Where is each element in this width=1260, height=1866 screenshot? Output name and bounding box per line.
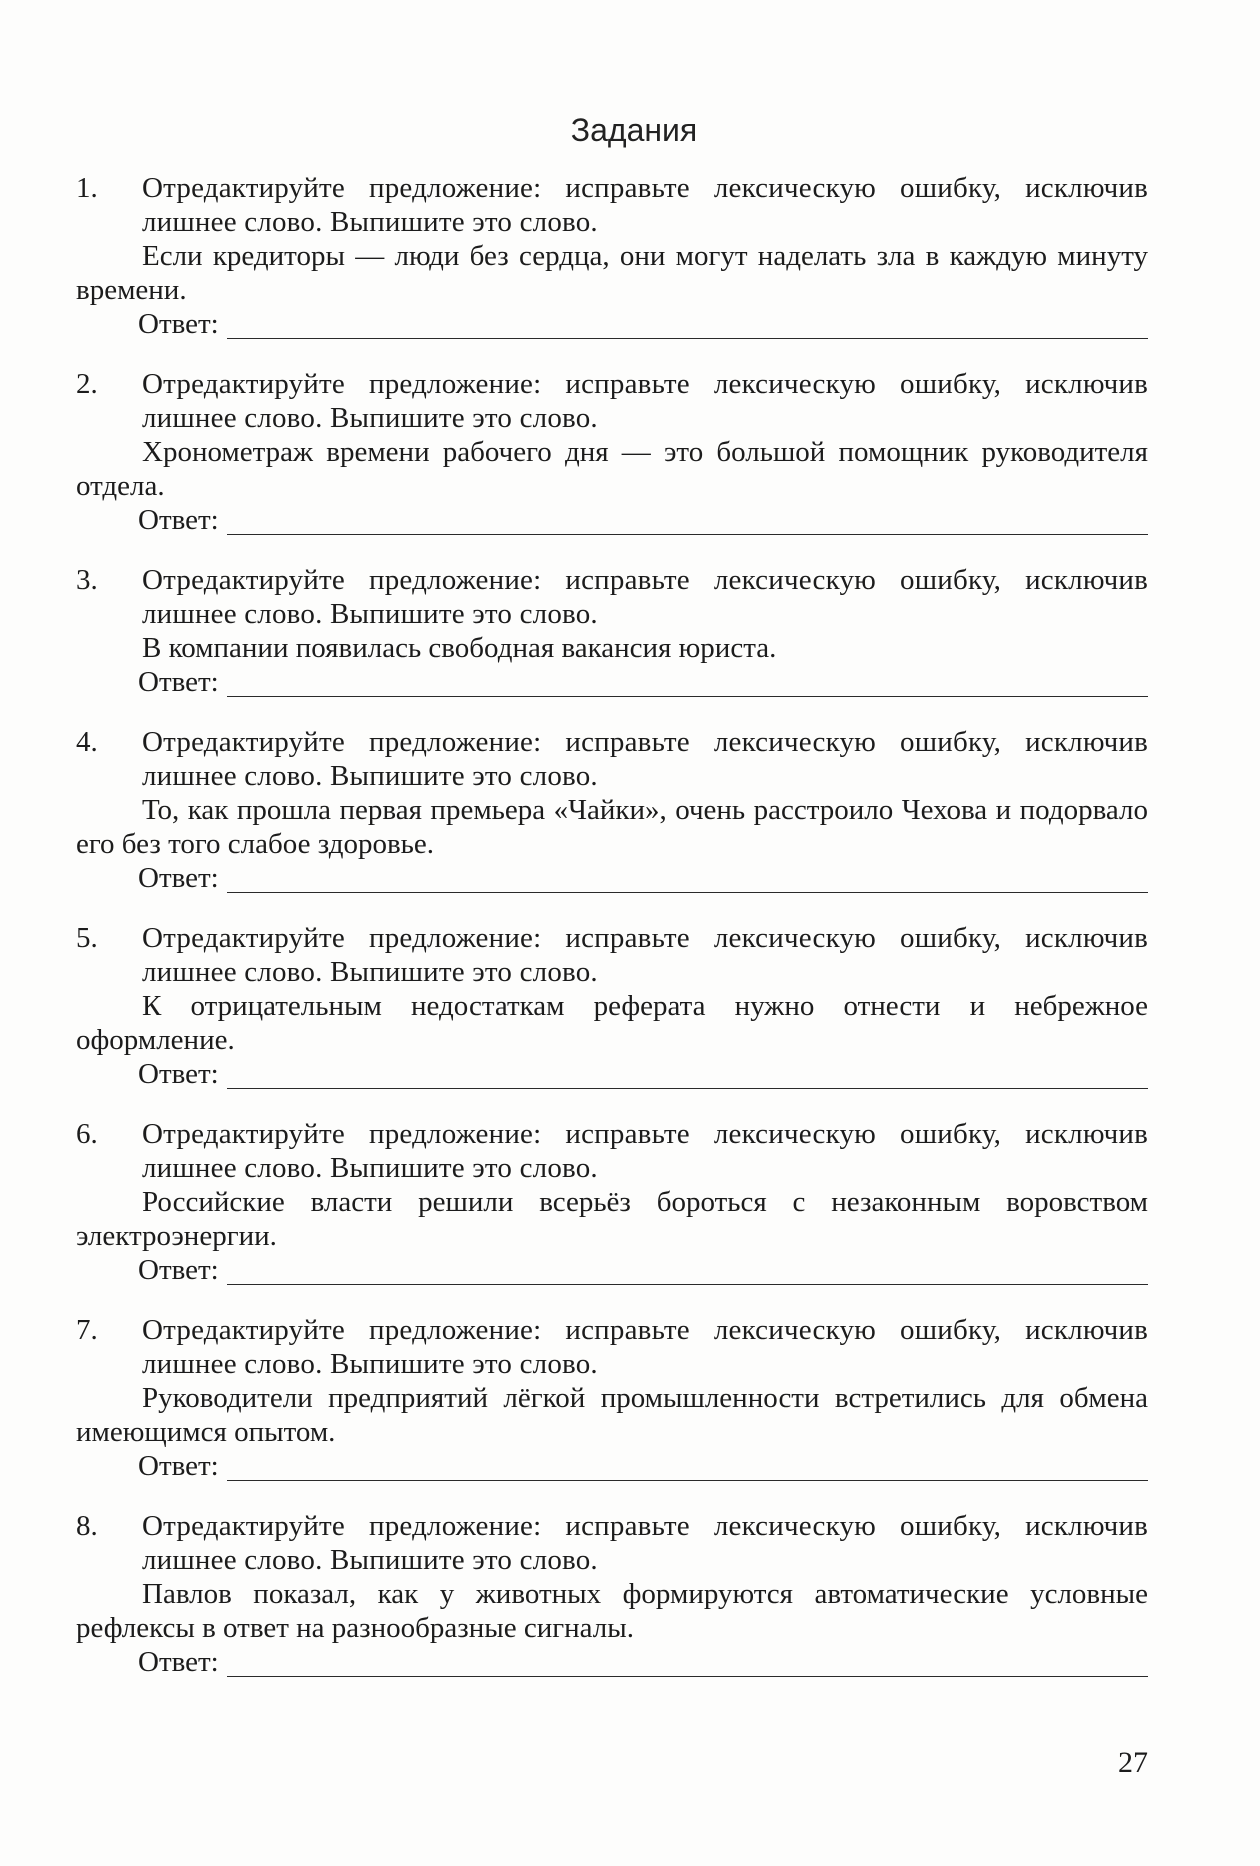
task-number: 8. — [76, 1510, 98, 1542]
answer-row — [76, 307, 1148, 341]
task-instruction: Отредактируйте предложение: исправьте лексическую ошибку, исключив лишнее слово. Выпишите это слово. — [142, 564, 1148, 630]
answer-label: Ответ: — [138, 1254, 219, 1286]
answer-line[interactable] — [227, 674, 1148, 697]
task-number: 1. — [76, 172, 98, 204]
task-sentence: То, как прошла первая премьера «Чайки», очень расстроило Чехова и подорвало его без того слабое здоровье. — [76, 794, 1148, 860]
task-item — [76, 171, 1148, 341]
task-instruction: Отредактируйте предложение: исправьте лексическую ошибку, исключив лишнее слово. Выпишите это слово. — [142, 1118, 1148, 1184]
task-instruction: Отредактируйте предложение: исправьте лексическую ошибку, исключив лишнее слово. Выпишите это слово. — [142, 726, 1148, 792]
answer-row — [76, 1253, 1148, 1287]
answer-line[interactable] — [227, 870, 1148, 893]
answer-row — [76, 1645, 1148, 1679]
task-sentence: Российские власти решили всерьёз бороться с незаконным воровством электроэнергии. — [76, 1186, 1148, 1252]
task-number: 3. — [76, 564, 98, 596]
task-instruction: Отредактируйте предложение: исправьте лексическую ошибку, исключив лишнее слово. Выпишите это слово. — [142, 1314, 1148, 1380]
answer-row — [76, 1057, 1148, 1091]
task-list — [76, 171, 1148, 1679]
answer-line[interactable] — [227, 1066, 1148, 1089]
task-number: 6. — [76, 1118, 98, 1150]
task-item — [76, 1313, 1148, 1483]
task-sentence: Если кредиторы — люди без сердца, они могут наделать зла в каждую минуту времени. — [76, 240, 1148, 306]
task-sentence: Павлов показал, как у животных формируются автоматические условные рефлексы в ответ на разнообразные сигналы. — [76, 1578, 1148, 1644]
answer-line[interactable] — [227, 1654, 1148, 1677]
answer-label: Ответ: — [138, 1646, 219, 1678]
answer-line[interactable] — [227, 316, 1148, 339]
answer-row — [76, 861, 1148, 895]
answer-line[interactable] — [227, 1262, 1148, 1285]
answer-label: Ответ: — [138, 666, 219, 698]
task-instruction: Отредактируйте предложение: исправьте лексическую ошибку, исключив лишнее слово. Выпишите это слово. — [142, 1510, 1148, 1576]
task-item — [76, 563, 1148, 699]
answer-line[interactable] — [227, 512, 1148, 535]
page-title: Задания — [570, 112, 698, 148]
task-item — [76, 367, 1148, 537]
answer-row — [76, 503, 1148, 537]
task-instruction: Отредактируйте предложение: исправьте лексическую ошибку, исключив лишнее слово. Выпишите это слово. — [142, 368, 1148, 434]
page-number: 27 — [1118, 1746, 1148, 1779]
task-sentence: В компании появилась свободная вакансия юриста. — [142, 632, 777, 664]
answer-label: Ответ: — [138, 504, 219, 536]
answer-label: Ответ: — [138, 1450, 219, 1482]
task-number: 7. — [76, 1314, 98, 1346]
answer-label: Ответ: — [138, 1058, 219, 1090]
task-sentence: Хронометраж времени рабочего дня — это большой помощник руководителя отдела. — [76, 436, 1148, 502]
task-item — [76, 1509, 1148, 1679]
task-instruction: Отредактируйте предложение: исправьте лексическую ошибку, исключив лишнее слово. Выпишите это слово. — [142, 922, 1148, 988]
task-sentence: Руководители предприятий лёгкой промышленности встретились для обмена имеющимся опытом. — [76, 1382, 1148, 1448]
answer-row — [76, 665, 1148, 699]
task-number: 4. — [76, 726, 98, 758]
answer-label: Ответ: — [138, 862, 219, 894]
task-item — [76, 1117, 1148, 1287]
answer-row — [76, 1449, 1148, 1483]
task-number: 5. — [76, 922, 98, 954]
answer-line[interactable] — [227, 1458, 1148, 1481]
task-instruction: Отредактируйте предложение: исправьте лексическую ошибку, исключив лишнее слово. Выпишите это слово. — [142, 172, 1148, 238]
answer-label: Ответ: — [138, 308, 219, 340]
task-number: 2. — [76, 368, 98, 400]
task-item — [76, 921, 1148, 1091]
task-item — [76, 725, 1148, 895]
task-sentence: К отрицательным недостаткам реферата нужно отнести и небрежное оформление. — [76, 990, 1148, 1056]
